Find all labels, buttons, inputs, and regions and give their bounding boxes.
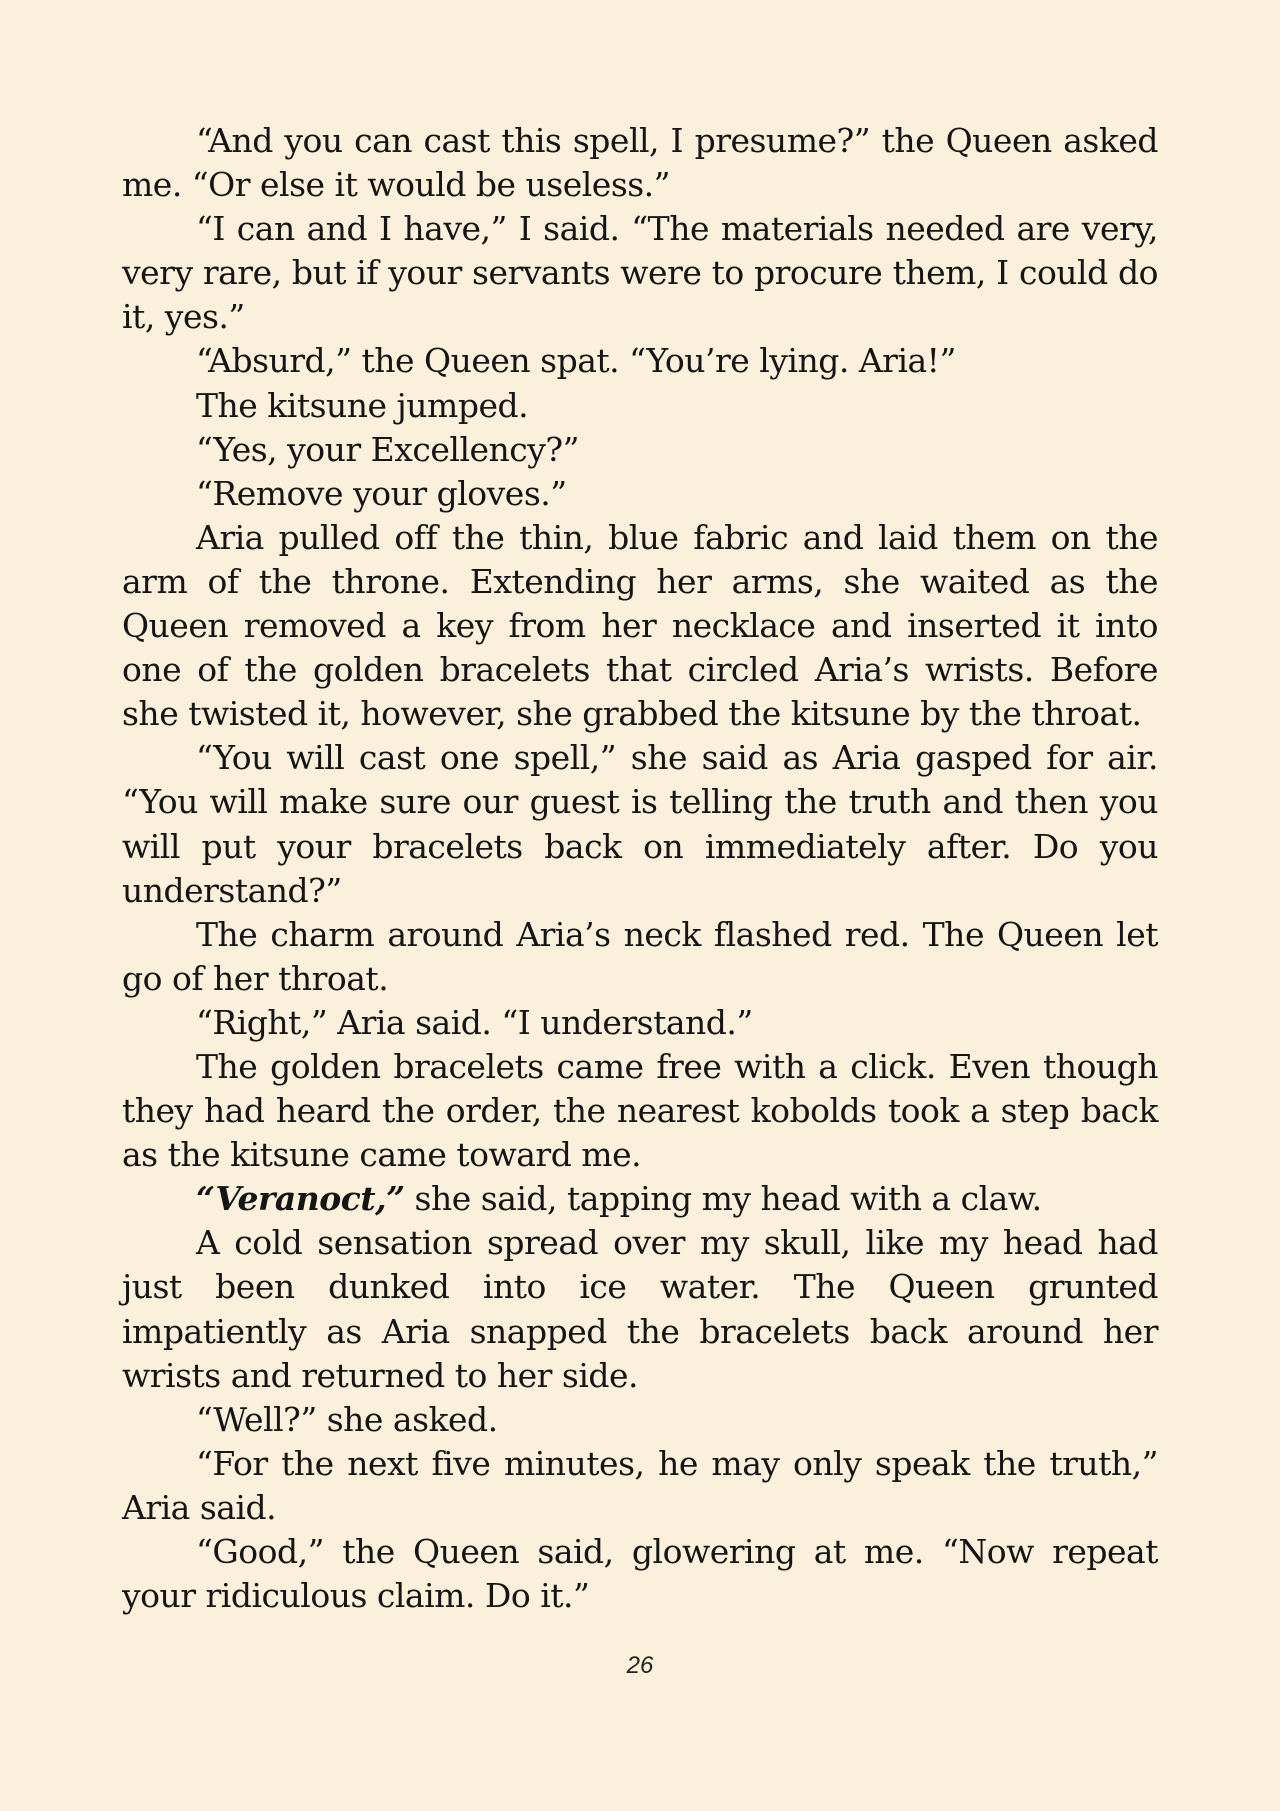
paragraph: “I can and I have,” I said. “The materials needed are very, very rare, but if your servants were to procure them, I could do it, yes.” — [122, 209, 1158, 337]
paragraph: “For the next five minutes, he may only speak the truth,” Aria said. — [122, 1443, 1158, 1527]
paragraph: A cold sensation spread over my skull, like my head had just been dunked into ice water. The Queen grunted impatiently as Aria snapped the bracelets back around her wrists and returned to her side. — [122, 1223, 1158, 1395]
spell-word: “Veranoct,” — [196, 1179, 405, 1219]
paragraph: “You will cast one spell,” she said as Aria gasped for air. “You will make sure our guest is telling the truth and then you will put your bracelets back on immediately after. Do you understand?” — [122, 738, 1158, 910]
paragraph: “Yes, your Excellency?” — [196, 429, 579, 469]
paragraph: “Remove your gloves.” — [196, 473, 567, 513]
paragraph: “Well?” she asked. — [196, 1399, 498, 1439]
body-text — [122, 119, 1158, 1618]
paragraph: “Absurd,” the Queen spat. “You’re lying. Aria!” — [196, 341, 956, 381]
paragraph: The kitsune jumped. — [196, 385, 529, 425]
paragraph: “And you can cast this spell, I presume?” the Queen asked me. “Or else it would be useless.” — [122, 121, 1158, 205]
spell-line-rest: she said, tapping my head with a claw. — [404, 1179, 1042, 1219]
paragraph: “Good,” the Queen said, glowering at me. “Now repeat your ridiculous claim. Do it.” — [122, 1532, 1158, 1616]
paragraph: The charm around Aria’s neck flashed red. The Queen let go of her throat. — [122, 914, 1158, 998]
paragraph-spell — [122, 1177, 1158, 1221]
paragraph: “Right,” Aria said. “I understand.” — [196, 1002, 753, 1042]
paragraph: The golden bracelets came free with a click. Even though they had heard the order, the nearest kobolds took a step back as the kitsune came toward me. — [122, 1046, 1158, 1175]
page-number: 26 — [626, 1652, 654, 1679]
paragraph: Aria pulled off the thin, blue fabric and laid them on the arm of the throne. Extending her arms, she waited as the Queen removed a key from her necklace and inserted it into one of the golden bracelets that circled Aria’s wrists. Before she twisted it, however, she grabbed the kitsune by the throat. — [122, 517, 1158, 734]
